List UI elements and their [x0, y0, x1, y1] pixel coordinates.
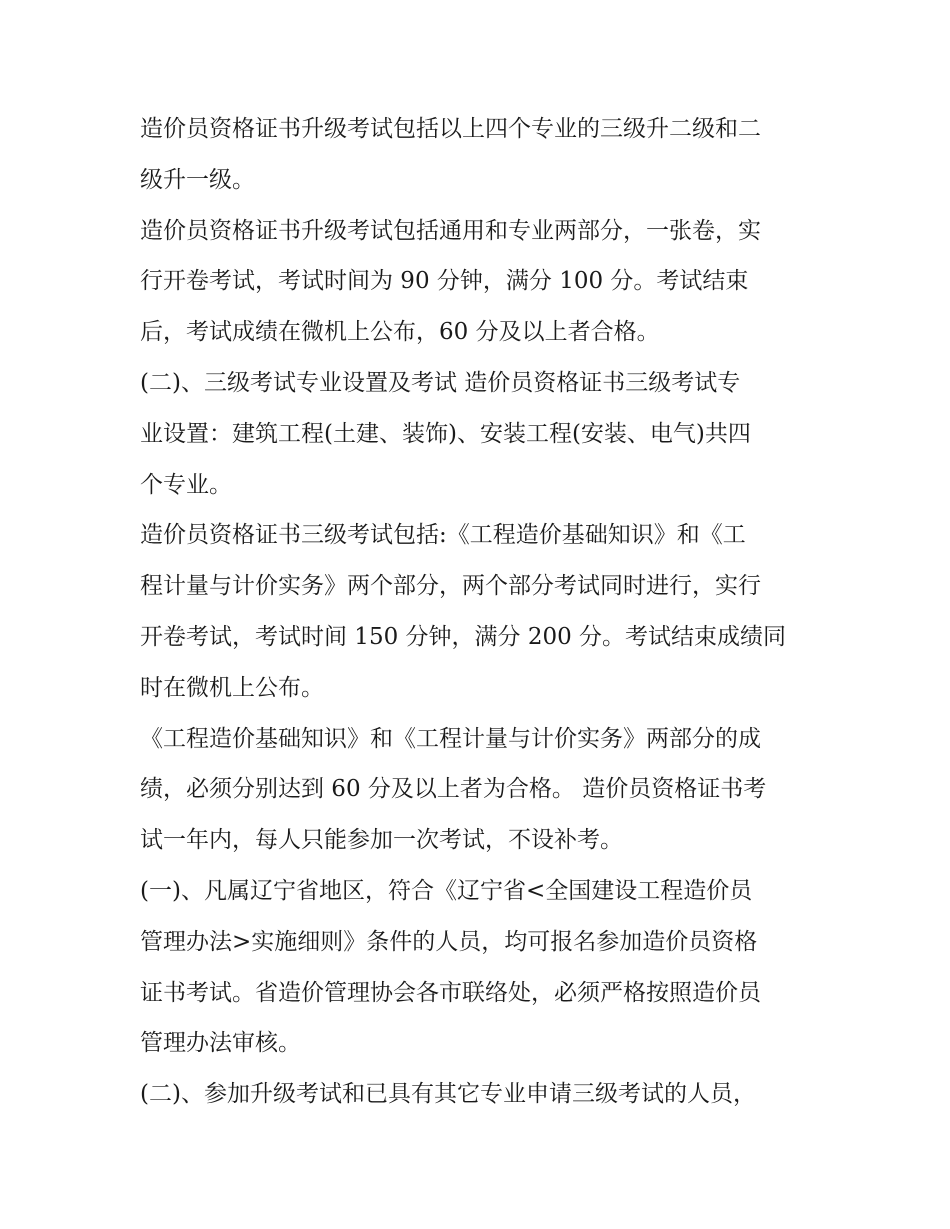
text-line-12: 时在微机上公布。 — [140, 674, 324, 701]
text-line-20: (二)、参加升级考试和已具有其它专业申请三级考试的人员， — [140, 1081, 756, 1108]
text-line-17: 管理办法>实施细则》条件的人员，均可报名参加造价员资格 — [140, 928, 758, 955]
text-line-11: 开卷考试，考试时间 150 分钟，满分 200 分。考试结束成绩同 — [140, 623, 787, 650]
text-line-15: 试一年内，每人只能参加一次考试，不设补考。 — [140, 827, 623, 854]
text-line-14: 绩，必须分别达到 60 分及以上者为合格。 造价员资格证书考 — [140, 776, 767, 803]
document-body — [140, 104, 812, 1120]
text-line-1: 造价员资格证书升级考试包括以上四个专业的三级升二级和二 — [140, 116, 761, 142]
text-line-6: (二)、三级考试专业设置及考试 造价员资格证书三级考试专 — [140, 369, 741, 396]
text-line-2: 级升一级。 — [140, 166, 255, 193]
text-line-13: 《工程造价基础知识》和《工程计量与计价实务》两部分的成 — [140, 725, 761, 752]
text-line-16: (一)、凡属辽宁省地区，符合《辽宁省<全国建设工程造价员 — [140, 877, 753, 904]
text-line-19: 管理办法审核。 — [140, 1030, 301, 1057]
text-line-4: 行开卷考试，考试时间为 90 分钟，满分 100 分。考试结束 — [140, 268, 749, 295]
text-line-3: 造价员资格证书升级考试包括通用和专业两部分，一张卷，实 — [140, 217, 761, 244]
text-line-9: 造价员资格证书三级考试包括:《工程造价基础知识》和《工 — [140, 522, 746, 549]
text-line-5: 后，考试成绩在微机上公布，60 分及以上者合格。 — [140, 319, 660, 346]
text-line-18: 证书考试。省造价管理协会各市联络处，必须严格按照造价员 — [140, 979, 761, 1006]
text-line-8: 个专业。 — [140, 471, 232, 498]
text-line-10: 程计量与计价实务》两个部分，两个部分考试同时进行，实行 — [140, 573, 761, 600]
text-line-7: 业设置：建筑工程(土建、装饰)、安装工程(安装、电气)共四 — [140, 420, 751, 447]
